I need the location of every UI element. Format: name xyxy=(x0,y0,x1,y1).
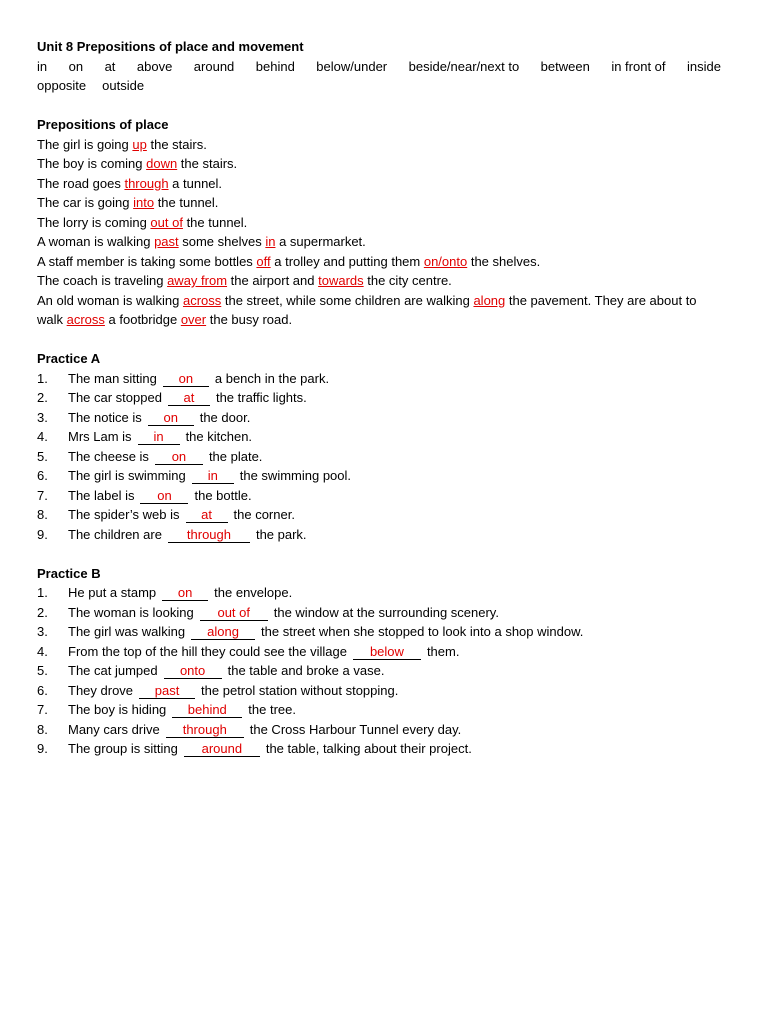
preposition-answer: across xyxy=(66,312,105,327)
item-number: 7. xyxy=(37,487,48,503)
sentence-before: The notice is xyxy=(68,409,142,425)
preposition-answer: away from xyxy=(167,273,228,288)
answer-blank[interactable]: in xyxy=(192,468,234,484)
preposition-answer: across xyxy=(182,292,222,308)
example-sentence xyxy=(37,135,721,155)
answer-blank[interactable]: past xyxy=(139,683,195,699)
item-number: 3. xyxy=(37,409,48,425)
sentence-after: them. xyxy=(426,643,460,659)
sentence-text: the busy road. xyxy=(206,312,293,327)
answer-blank[interactable]: on xyxy=(140,488,188,504)
exercise-sentence xyxy=(68,661,384,681)
exercise-sentence xyxy=(68,369,329,389)
preposition-answer: towards xyxy=(318,273,364,288)
sentence-after: a bench in the park. xyxy=(214,370,330,386)
sentence-after: the traffic lights. xyxy=(215,390,307,405)
word-bank-item: in xyxy=(37,58,48,74)
sentence-before: The spider’s web is xyxy=(68,507,180,522)
worksheet xyxy=(37,37,721,759)
exercise-item xyxy=(37,408,721,428)
section-heading-practice-a: Practice A xyxy=(37,351,101,366)
exercise-item xyxy=(37,739,721,759)
sentence-after: the door. xyxy=(199,409,251,425)
word-bank xyxy=(37,57,721,77)
sentence-before: Many cars drive xyxy=(68,721,160,737)
sentence-after: the plate. xyxy=(208,448,263,464)
example-sentence xyxy=(37,252,721,272)
sentence-text: the city centre. xyxy=(363,273,452,288)
sentence-text: The car is going xyxy=(37,195,134,210)
sentence-after: the Cross Harbour Tunnel every day. xyxy=(249,721,462,737)
sentence-text: a supermarket. xyxy=(275,234,366,249)
item-number: 6. xyxy=(37,468,48,483)
exercise-item xyxy=(37,466,721,486)
word-bank-item: inside xyxy=(687,58,721,74)
sentence-before: From the top of the hill they could see the village xyxy=(68,643,347,659)
answer-blank[interactable]: along xyxy=(191,624,255,640)
exercise-item xyxy=(37,700,721,720)
example-sentence xyxy=(37,213,721,233)
sentence-text: the pavement. They are about to walk xyxy=(37,292,697,327)
word-bank-item: behind xyxy=(255,58,295,74)
sentence-after: the swimming pool. xyxy=(239,468,352,483)
page-title: Unit 8 Prepositions of place and movement xyxy=(37,39,304,54)
sentence-text: The coach is traveling xyxy=(37,273,168,288)
exercise-sentence xyxy=(68,447,262,467)
exercise-sentence xyxy=(68,642,459,662)
exercise-sentence xyxy=(68,505,295,525)
preposition-answer: out of xyxy=(150,214,183,230)
preposition-answer: on/onto xyxy=(423,253,468,269)
sentence-text: A staff member is taking some bottles xyxy=(37,253,257,269)
answer-blank[interactable]: on xyxy=(163,371,209,387)
sentence-text: The lorry is coming xyxy=(37,214,151,230)
word-bank-item: beside/near/next to xyxy=(408,58,520,74)
sentence-before: The man sitting xyxy=(68,370,157,386)
exercise-sentence xyxy=(68,700,296,720)
preposition-answer: off xyxy=(256,253,271,269)
preposition-answer: through xyxy=(124,175,169,191)
sentence-after: the petrol station without stopping. xyxy=(201,682,399,698)
sentence-after: the envelope. xyxy=(214,585,293,600)
sentence-text: An old woman is walking xyxy=(37,292,183,308)
item-number: 1. xyxy=(37,585,48,600)
sentence-after: the corner. xyxy=(233,507,295,522)
exercise-item xyxy=(37,505,721,525)
sentence-after: the table and broke a vase. xyxy=(227,663,385,678)
exercise-item xyxy=(37,720,721,740)
sentence-before: The boy is hiding xyxy=(68,702,167,717)
sentence-before: The label is xyxy=(68,487,135,503)
preposition-answer: over xyxy=(180,312,207,327)
answer-blank[interactable]: onto xyxy=(164,663,222,679)
answer-blank[interactable]: on xyxy=(155,449,203,465)
exercise-sentence xyxy=(68,622,583,642)
sentence-before: The cheese is xyxy=(68,448,149,464)
answer-blank[interactable]: in xyxy=(138,429,180,445)
exercise-sentence xyxy=(68,603,499,623)
exercise-item xyxy=(37,661,721,681)
sentence-text: the stairs. xyxy=(177,156,238,171)
word-bank-line-2 xyxy=(37,76,721,96)
word-bank-item: opposite xyxy=(37,78,87,93)
item-number: 2. xyxy=(37,604,48,620)
preposition-answer: past xyxy=(154,234,179,249)
word-bank-item: in front of xyxy=(611,58,666,74)
sentence-text: a footbridge xyxy=(104,312,181,327)
exercise-sentence xyxy=(68,681,398,701)
sentence-before: He put a stamp xyxy=(68,585,157,600)
sentence-after: the bottle. xyxy=(194,487,252,503)
item-number: 2. xyxy=(37,390,48,405)
sentence-after: the table, talking about their project. xyxy=(265,741,472,756)
answer-blank[interactable]: below xyxy=(353,644,421,660)
exercise-item xyxy=(37,583,721,603)
preposition-answer: up xyxy=(132,136,147,152)
item-number: 7. xyxy=(37,702,48,717)
sentence-text: the airport and xyxy=(227,273,319,288)
sentence-text: some shelves xyxy=(178,234,266,249)
item-number: 1. xyxy=(37,370,48,386)
exercise-sentence xyxy=(68,583,292,603)
sentence-text: the tunnel. xyxy=(182,214,248,230)
sentence-text: The road goes xyxy=(37,175,125,191)
answer-blank[interactable]: through xyxy=(166,722,244,738)
exercise-sentence xyxy=(68,486,252,506)
sentence-text: the street, while some children are walking xyxy=(221,292,474,308)
exercise-sentence xyxy=(68,408,250,428)
item-number: 9. xyxy=(37,741,48,756)
exercise-item xyxy=(37,369,721,389)
example-sentence xyxy=(37,154,721,174)
item-number: 6. xyxy=(37,682,48,698)
word-bank-item: at xyxy=(104,58,116,74)
sentence-text: The boy is coming xyxy=(37,156,147,171)
exercise-item xyxy=(37,642,721,662)
item-number: 4. xyxy=(37,429,48,444)
word-bank-item: around xyxy=(193,58,235,74)
word-bank-item: outside xyxy=(102,78,145,93)
spacer xyxy=(37,544,721,564)
sentence-before: The children are xyxy=(68,526,162,542)
exercise-item xyxy=(37,525,721,545)
practice-a-list xyxy=(37,369,721,545)
exercise-item xyxy=(37,622,721,642)
sentence-text: the tunnel. xyxy=(154,195,219,210)
section-heading-practice-b: Practice B xyxy=(37,565,101,581)
preposition-answer: into xyxy=(133,195,155,210)
exercise-sentence xyxy=(68,388,307,408)
sentence-before: The girl was walking xyxy=(68,624,186,639)
exercise-item xyxy=(37,447,721,467)
practice-b-list xyxy=(37,583,721,759)
answer-blank[interactable]: on xyxy=(162,585,208,601)
sentence-before: The cat jumped xyxy=(68,663,158,678)
exercise-item xyxy=(37,388,721,408)
sentence-text: the stairs. xyxy=(146,136,207,152)
preposition-answer: in xyxy=(265,234,276,249)
example-sentence xyxy=(37,193,721,213)
example-sentence xyxy=(37,291,721,330)
exercise-item xyxy=(37,486,721,506)
preposition-answer: down xyxy=(146,156,178,171)
sentence-text: a trolley and putting them xyxy=(270,253,424,269)
example-sentence xyxy=(37,174,721,194)
sentence-text: the shelves. xyxy=(467,253,541,269)
word-bank-item: on xyxy=(68,58,84,74)
exercise-sentence xyxy=(68,739,472,759)
answer-blank[interactable]: around xyxy=(184,741,260,757)
sentence-before: The car stopped xyxy=(68,390,162,405)
word-bank-item: above xyxy=(136,58,173,74)
exercise-item xyxy=(37,427,721,447)
answer-blank[interactable]: on xyxy=(148,410,194,426)
exercise-item xyxy=(37,681,721,701)
sentence-text: A woman is walking xyxy=(37,234,155,249)
sentence-after: the park. xyxy=(255,526,307,542)
exercise-item xyxy=(37,603,721,623)
item-number: 8. xyxy=(37,507,48,522)
item-number: 5. xyxy=(37,448,48,464)
item-number: 9. xyxy=(37,526,48,542)
item-number: 3. xyxy=(37,624,48,639)
answer-blank[interactable]: through xyxy=(168,527,250,543)
item-number: 4. xyxy=(37,643,48,659)
word-bank-item: between xyxy=(540,58,590,74)
sentence-before: Mrs Lam is xyxy=(68,429,132,444)
answer-blank[interactable]: behind xyxy=(172,702,242,718)
sentence-after: the kitchen. xyxy=(185,429,253,444)
exercise-sentence xyxy=(68,525,307,545)
sentence-text: a tunnel. xyxy=(168,175,223,191)
example-sentence xyxy=(37,232,721,252)
exercise-sentence xyxy=(68,720,461,740)
sentence-before: The group is sitting xyxy=(68,741,178,756)
sentence-after: the window at the surrounding scenery. xyxy=(273,604,499,620)
sentence-before: They drove xyxy=(68,682,134,698)
sentence-after: the tree. xyxy=(248,702,296,717)
exercise-sentence xyxy=(68,427,252,447)
spacer xyxy=(37,330,721,350)
sentence-before: The girl is swimming xyxy=(68,468,186,483)
example-sentence xyxy=(37,271,721,291)
word-bank-item: below/under xyxy=(316,58,388,74)
item-number: 5. xyxy=(37,663,48,678)
section-heading-place: Prepositions of place xyxy=(37,117,169,132)
sentence-after: the street when she stopped to look into a shop window. xyxy=(261,624,584,639)
spacer xyxy=(37,96,721,116)
sentence-before: The woman is looking xyxy=(68,604,194,620)
place-examples xyxy=(37,135,721,330)
preposition-answer: along xyxy=(473,292,506,308)
answer-blank[interactable]: at xyxy=(168,390,210,406)
answer-blank[interactable]: out of xyxy=(200,605,268,621)
sentence-text: The girl is going xyxy=(37,136,133,152)
item-number: 8. xyxy=(37,721,48,737)
answer-blank[interactable]: at xyxy=(186,507,228,523)
exercise-sentence xyxy=(68,466,351,486)
